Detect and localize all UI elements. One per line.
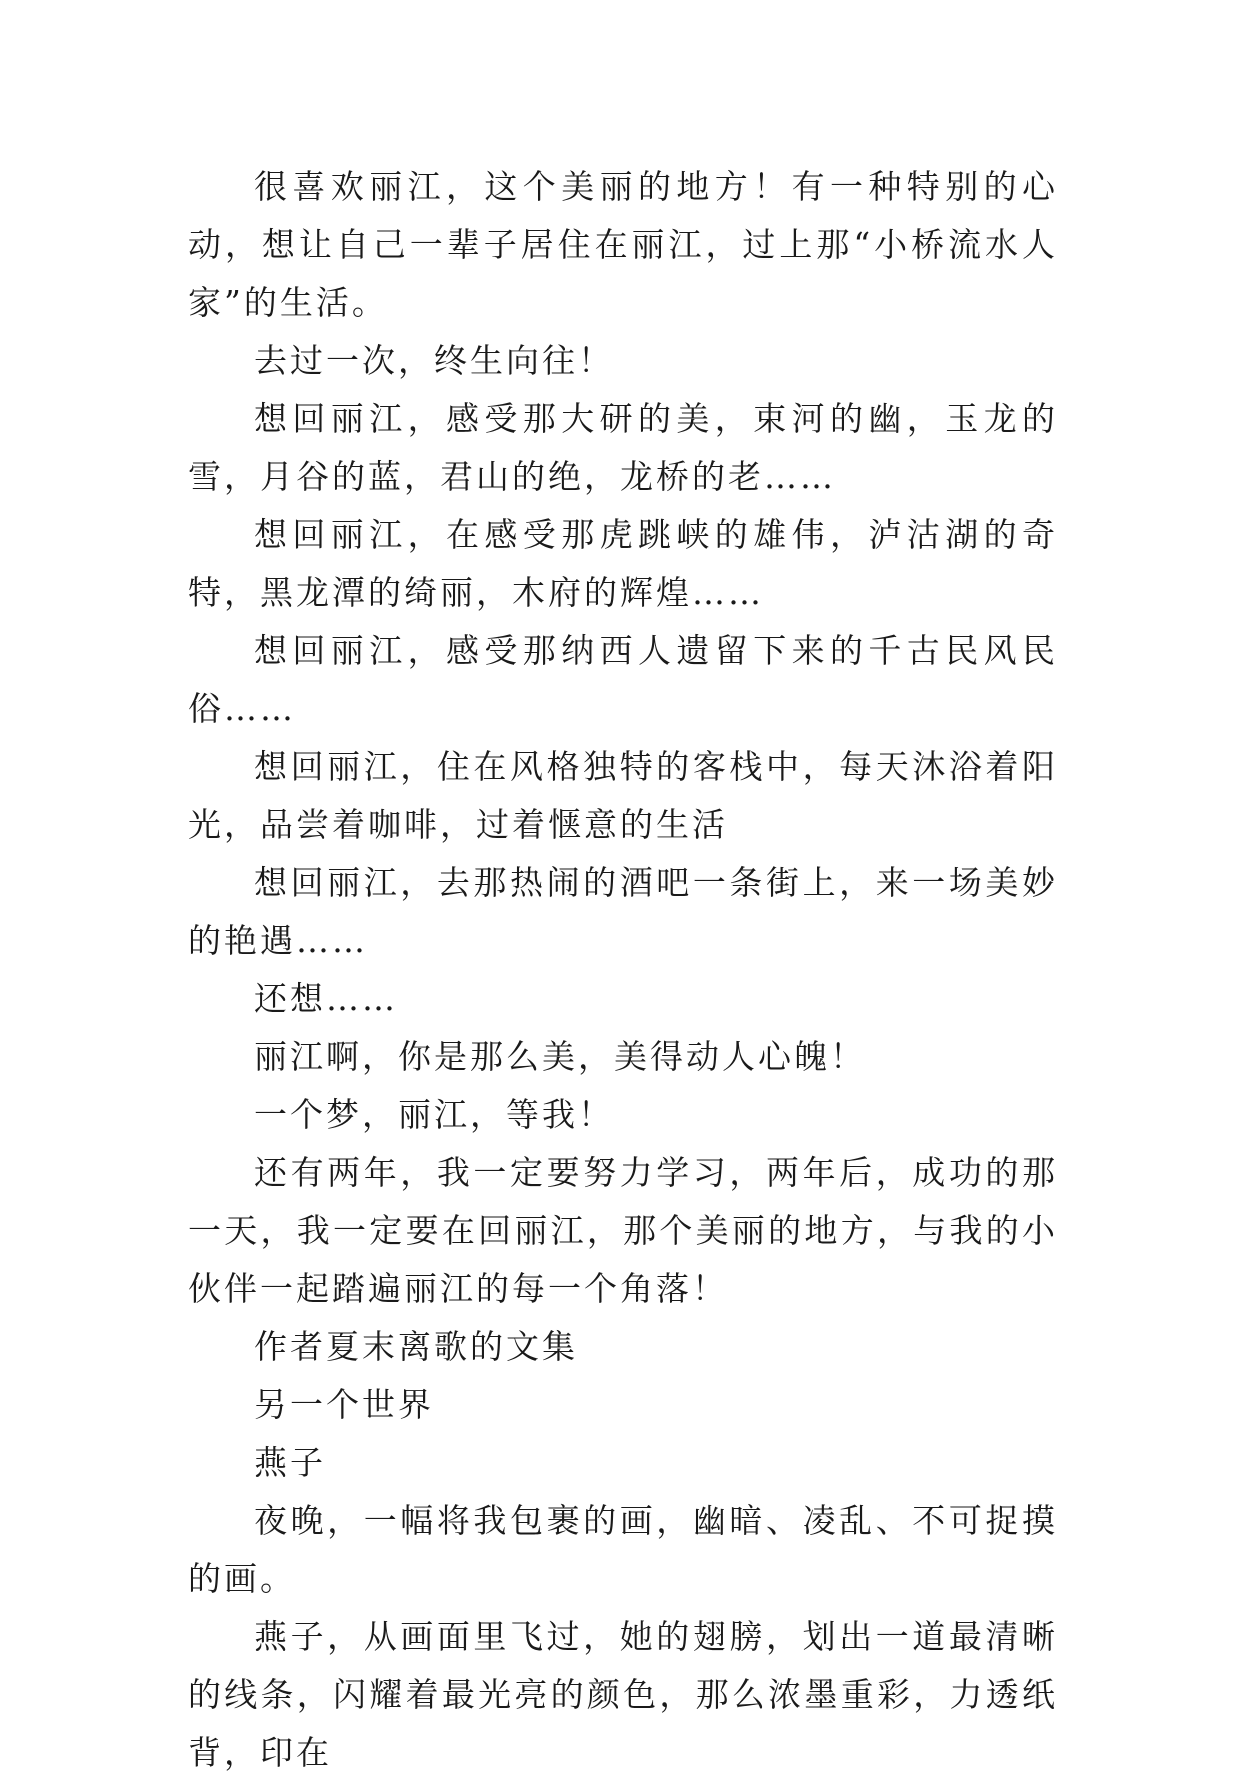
paragraph: 燕子，从画面里飞过，她的翅膀，划出一道最清晰的线条，闪耀着最光亮的颜色，那么浓墨重彩，力透纸背，印在	[188, 1617, 1058, 1772]
document-body	[188, 158, 1058, 1782]
paragraph: 夜晚，一幅将我包裹的画，幽暗、凌乱、不可捉摸的画。	[188, 1501, 1058, 1598]
paragraph: 很喜欢丽江，这个美丽的地方！有一种特别的心动，想让自己一辈子居住在丽江，过上那“小桥流水人家”的生活。	[188, 167, 1058, 322]
paragraph: 想回丽江，去那热闹的酒吧一条街上，来一场美妙的艳遇……	[188, 863, 1058, 960]
paragraph: 还有两年，我一定要努力学习，两年后，成功的那一天，我一定要在回丽江，那个美丽的地方，与我的小伙伴一起踏遍丽江的每一个角落！	[188, 1153, 1058, 1308]
paragraph: 去过一次，终生向往！	[254, 341, 614, 380]
paragraph: 想回丽江，感受那纳西人遗留下来的千古民风民俗……	[188, 631, 1058, 728]
paragraph: 一个梦，丽江，等我！	[254, 1095, 614, 1134]
section-heading: 另一个世界	[254, 1385, 434, 1424]
author-line: 作者夏末离歌的文集	[254, 1327, 578, 1366]
paragraph: 想回丽江，住在风格独特的客栈中，每天沐浴着阳光，品尝着咖啡，过着惬意的生活	[188, 747, 1058, 844]
paragraph: 丽江啊，你是那么美，美得动人心魄！	[254, 1037, 866, 1076]
section-heading: 燕子	[254, 1443, 326, 1482]
paragraph: 想回丽江，在感受那虎跳峡的雄伟，泸沽湖的奇特，黑龙潭的绮丽，木府的辉煌……	[188, 515, 1058, 612]
paragraph: 还想……	[254, 979, 398, 1018]
paragraph: 想回丽江，感受那大研的美，束河的幽，玉龙的雪，月谷的蓝，君山的绝，龙桥的老……	[188, 399, 1058, 496]
